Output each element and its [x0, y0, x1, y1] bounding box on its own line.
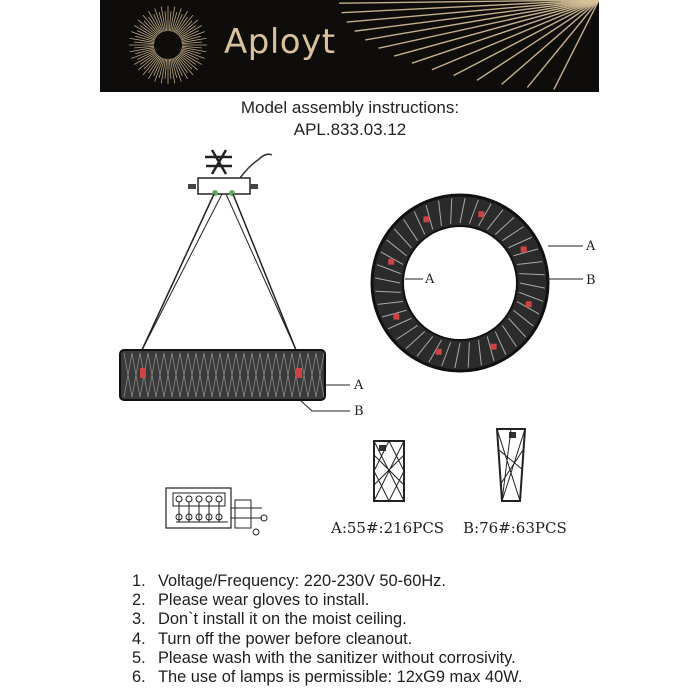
crystal-a-icon: [374, 441, 404, 501]
label-a: A: [354, 378, 364, 393]
instruction-item: 5. Please wash with the sanitizer without corrosivity.: [132, 648, 516, 667]
label-b: B: [354, 404, 364, 419]
ring-inner-label-a: A: [425, 272, 435, 287]
ring-label-a: A: [586, 239, 596, 254]
instruction-item: 2. Please wear gloves to install.: [132, 591, 370, 610]
crystal-b-count: B:76#:63PCS: [463, 519, 567, 537]
brand-banner: [100, 0, 599, 92]
instruction-item: 4. Turn off the power before cleanout.: [132, 629, 413, 648]
crystal-a-count: A:55#:216PCS: [331, 519, 445, 537]
instruction-item: 6. The use of lamps is permissible: 12xG9 max 40W.: [132, 668, 523, 687]
brand-name: Aployt: [224, 22, 336, 62]
instruction-item: 3. Don`t install it on the moist ceiling.: [132, 610, 407, 629]
ring-top-view: [372, 195, 596, 371]
page-title: Model assembly instructions:: [240, 98, 460, 117]
crystal-b-icon: [497, 429, 525, 501]
sun-logo-icon: [100, 0, 599, 92]
instruction-item: 1. Voltage/Frequency: 220-230V 50-60Hz.: [132, 572, 446, 590]
model-number: APL.833.03.12: [293, 120, 407, 139]
assembly-diagram: [0, 140, 700, 560]
wiring-diagram-icon: [166, 488, 267, 535]
instruction-list: [132, 572, 522, 687]
chandelier-side-view: [120, 150, 364, 419]
ring-label-b: B: [586, 273, 596, 288]
